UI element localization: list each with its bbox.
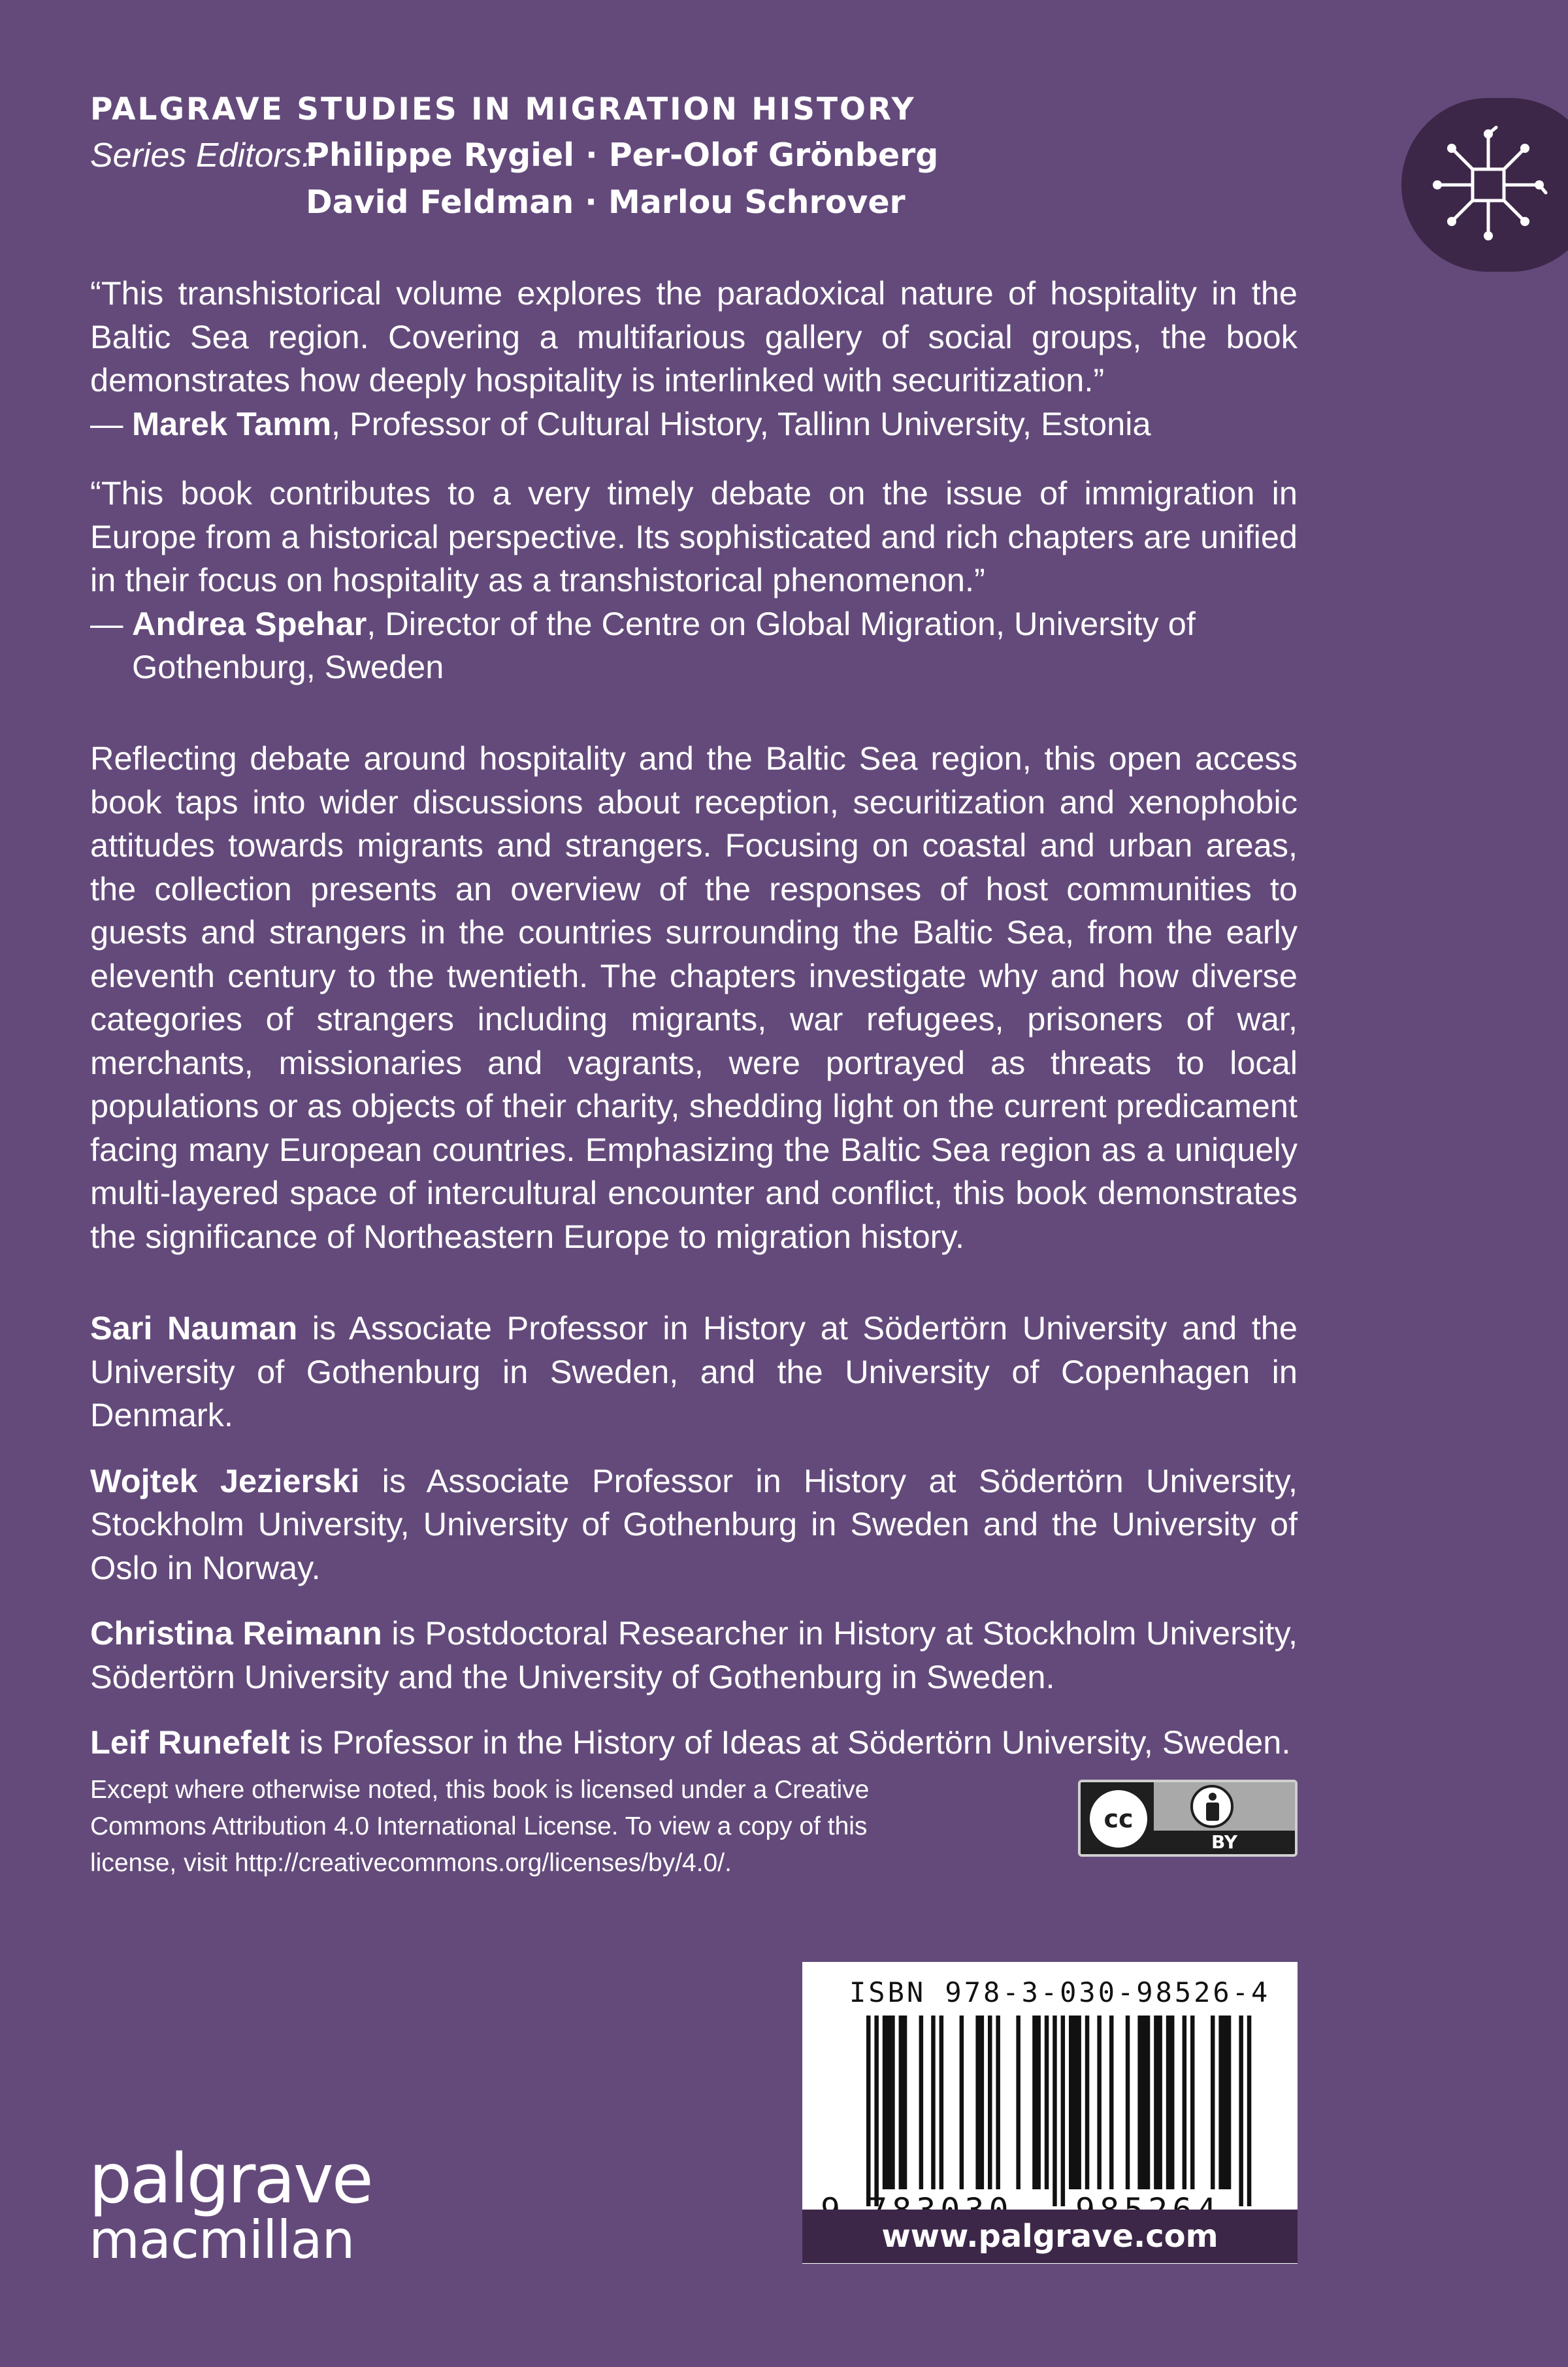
barcode-bar (1109, 2016, 1114, 2189)
barcode-bar (988, 2016, 992, 2189)
author-bio-text: is Postdoctoral Researcher in History at Stockholm University, Södertörn University and the University of Gothenburg in Sweden. (90, 1614, 1298, 1695)
barcode-bar (1170, 2016, 1175, 2189)
barcode-bar (883, 2016, 887, 2189)
attribution-person-icon (1190, 1785, 1233, 1828)
barcode-bar (1032, 2016, 1037, 2189)
barcode-bar (1053, 2016, 1057, 2206)
barcode-bar (1061, 2016, 1066, 2206)
barcode-bar (975, 2016, 980, 2189)
barcode-bar (1158, 2016, 1162, 2189)
publisher-logo-line-2: macmillan (89, 2210, 355, 2270)
barcode-bar (996, 2016, 1000, 2189)
barcode-bar (960, 2016, 964, 2189)
barcode-bar (1218, 2016, 1223, 2189)
cc-by-label: BY (1211, 1831, 1238, 1853)
author-name: Sari Nauman (90, 1309, 298, 1347)
author-bio (90, 1721, 1298, 1765)
license-notice: Except where otherwise noted, this book is licensed under a Creative Commons Attribution 4.0 International License. To view a copy of this license, visit http://creativecommons.org/licenses/by/4.0/. (90, 1776, 870, 1877)
barcode-bar (1239, 2016, 1243, 2206)
barcode-bar (1227, 2016, 1232, 2189)
barcode-bar (1097, 2016, 1102, 2189)
barcode-bar (1183, 2016, 1187, 2189)
endorsement-1-affiliation: , Professor of Cultural History, Tallinn University, Estonia (331, 404, 1151, 442)
endorsement-2 (90, 472, 1298, 689)
barcode-bar (931, 2016, 936, 2189)
endorsement-2-attribution: — Andrea Spehar, Director of the Centre on Global Migration, University of Gothenburg, Sweden (90, 604, 1196, 685)
endorsement-2-name: Andrea Spehar (132, 604, 367, 642)
barcode-bar (939, 2016, 944, 2189)
endorsement-1-attribution: — Marek Tamm, Professor of Cultural History, Tallinn University, Estonia (90, 404, 1151, 442)
barcode-bar (899, 2016, 904, 2189)
cc-by-badge (1078, 1780, 1298, 1857)
barcode-bar (1069, 2016, 1073, 2189)
barcode-bar (1036, 2016, 1041, 2189)
barcode-bar (1142, 2016, 1147, 2189)
barcode-bar (1223, 2016, 1228, 2189)
barcode-bar (1085, 2016, 1090, 2189)
endorsement-1-text: “This transhistorical volume explores the paradoxical nature of hospitality in the Baltic Sea region. Covering a multifarious gallery of social groups, the book demonstrates how deeply hospitality is interlinked with securitization.” (90, 274, 1298, 399)
barcode-bar (919, 2016, 924, 2189)
series-title: PALGRAVE STUDIES IN MIGRATION HISTORY (90, 91, 916, 127)
barcode-bar (1247, 2016, 1252, 2206)
barcode-bar (903, 2016, 907, 2189)
author-name: Wojtek Jezierski (90, 1461, 360, 1499)
author-bio (90, 1460, 1298, 1590)
barcode-bar (1166, 2016, 1171, 2189)
author-bio-text: is Associate Professor in History at Södertörn University, Stockholm University, University of Gothenburg in Sweden and the University of Oslo in Norway. (90, 1461, 1298, 1586)
book-description (90, 737, 1298, 1258)
author-name: Leif Runefelt (90, 1723, 290, 1761)
series-editors-line-1: Philippe Rygiel · Per-Olof Grönberg (306, 137, 939, 174)
author-bio-text: is Associate Professor in History at Södertörn University and the University of Gothenburg in Sweden, and the University of Copenhagen in Denmark. (90, 1309, 1298, 1433)
publisher-logo-line-1: palgrave (89, 2139, 372, 2219)
author-bio (90, 1612, 1298, 1699)
series-editors-line-2: David Feldman · Marlou Schrover (306, 184, 906, 221)
endorsement-2-text: “This book contributes to a very timely debate on the issue of immigration in Europe from a historical perspective. Its sophisticated and rich chapters are unified in their focus on hospitality as a transhistorical phenomenon.” (90, 474, 1298, 598)
barcode-bar (1211, 2016, 1215, 2189)
isbn-label: ISBN 978-3-030-98526-4 (849, 1976, 1271, 2008)
barcode-bar (1016, 2016, 1021, 2189)
barcode-bar (1045, 2016, 1049, 2189)
barcode-bar (1190, 2016, 1195, 2189)
publisher-url: www.palgrave.com (802, 2210, 1298, 2263)
barcode-bar (980, 2016, 985, 2189)
publisher-logo (89, 2139, 372, 2270)
series-header (90, 89, 1331, 226)
series-editors (90, 132, 1331, 226)
barcode-bar (1073, 2016, 1077, 2189)
barcode-bar (866, 2016, 871, 2206)
author-bios (90, 1307, 1298, 1787)
palgrave-spark-icon (1423, 120, 1554, 250)
barcode-bar (874, 2016, 879, 2206)
author-name: Christina Reimann (90, 1614, 382, 1652)
cc-icon: cc (1090, 1790, 1147, 1848)
barcode-bar (1126, 2016, 1130, 2189)
author-bio-text: is Professor in the History of Ideas at Södertörn University, Sweden. (289, 1723, 1291, 1761)
series-editors-names (306, 132, 938, 226)
barcode-bar (1077, 2016, 1081, 2189)
barcode-bar (1146, 2016, 1151, 2189)
endorsement-1 (90, 272, 1298, 446)
barcode-bar (1137, 2016, 1142, 2189)
endorsement-2-affiliation: , Director of the Centre on Global Migration, University of Gothenburg, Sweden (132, 604, 1196, 685)
barcode-bar (890, 2016, 895, 2189)
endorsement-1-name: Marek Tamm (132, 404, 331, 442)
series-editors-label: Series Editors: (90, 137, 312, 174)
book-description-text: Reflecting debate around hospitality and the Baltic Sea region, this open access book taps into wider discussions about reception, securitization and xenophobic attitudes towards migrants and strangers. Focusing on coastal and urban areas, the collection presents an overview of the responses of host communities to guests and strangers in the countries surrounding the Baltic Sea, from the early eleventh century to the twentieth. The chapters investigate why and how diverse categories of strangers including migrants, war refugees, prisoners of war, merchants, missionaries and vagrants, were portrayed as threats to local populations or as objects of their charity, shedding light on the current predicament facing many European countries. Emphasizing the Baltic Sea region as a uniquely multi-layered space of intercultural encounter and conflict, this book demonstrates the significance of Northeastern Europe to migration history. (90, 740, 1298, 1255)
barcode-bar (887, 2016, 891, 2189)
barcode-bar (1154, 2016, 1158, 2189)
author-bio (90, 1307, 1298, 1437)
